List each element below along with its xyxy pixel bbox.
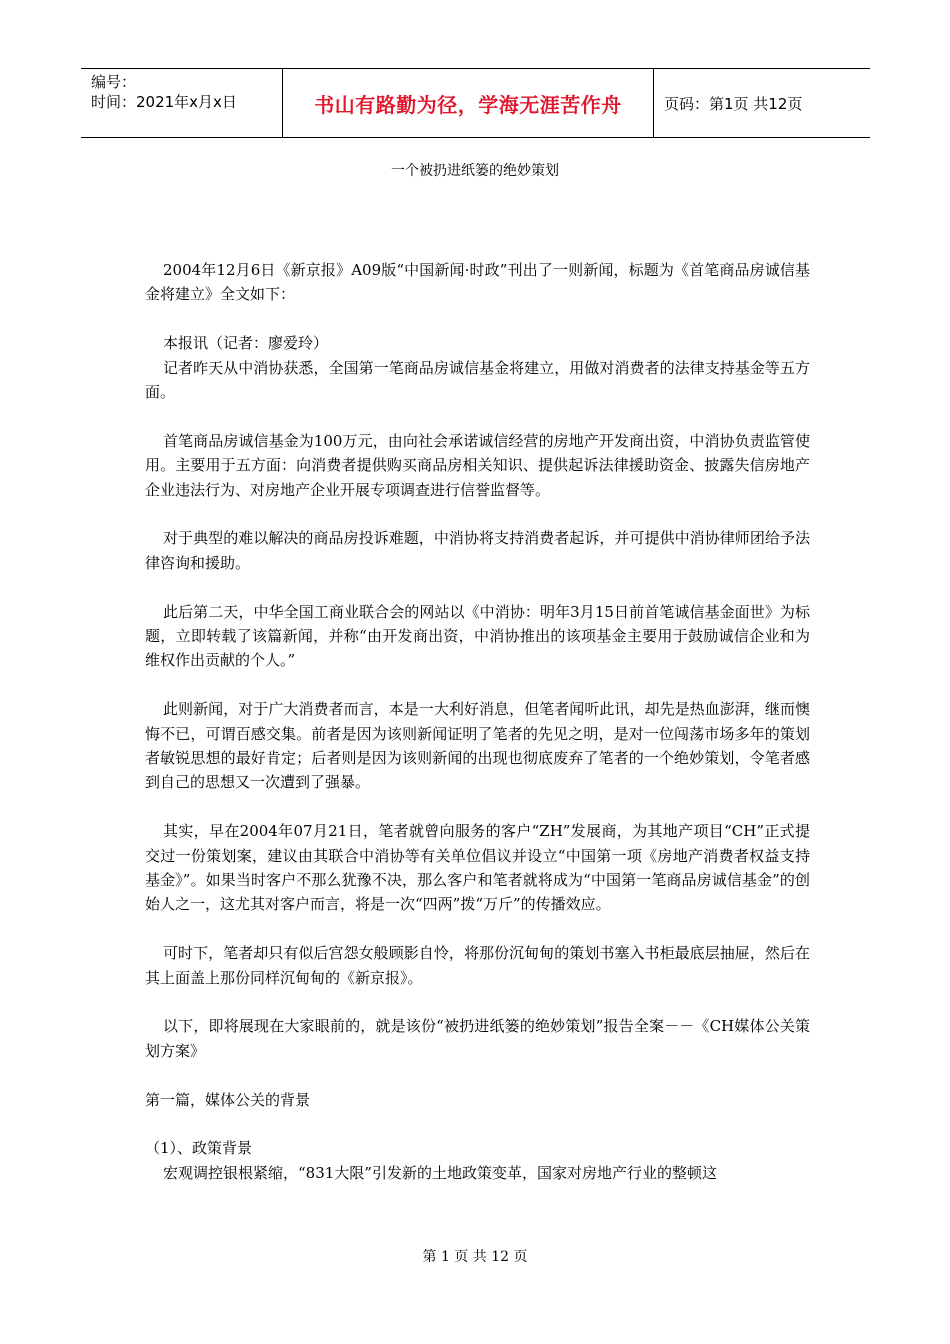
paragraph: 以下，即将展现在大家眼前的，就是该份“被扔进纸篓的绝妙策划”报告全案－－《CH媒体公关策划方案》 bbox=[145, 1017, 810, 1060]
paragraph: 此则新闻，对于广大消费者而言，本是一大利好消息，但笔者闻听此讯，却先是热血澎湃，继而懊悔不已，可谓百感交集。前者是因为该则新闻证明了笔者的先见之明，是对一位闯荡市场多年的策划者敏锐思想的最好肯定；后者则是因为该则新闻的出现也彻底废弃了笔者的一个绝妙策划，令笔者感到自己的思想又一次遭到了强暴。 bbox=[145, 700, 810, 792]
header-motto-cell bbox=[282, 69, 654, 137]
paragraph: 宏观调控银根紧缩，“831大限”引发新的土地政策变革，国家对房地产行业的整顿这 bbox=[163, 1163, 717, 1182]
paragraph: 对于典型的难以解决的商品房投诉难题，中消协将支持消费者起诉，并可提供中消协律师团给予法律咨询和援助。 bbox=[145, 529, 810, 572]
paragraph: 本报讯（记者：廖爱玲） bbox=[163, 334, 329, 353]
motto-text: 书山有路勤为径，学海无涯苦作舟 bbox=[314, 92, 622, 117]
page-header bbox=[81, 68, 870, 138]
page-info-text: 页码：第1页 共12页 bbox=[664, 94, 803, 113]
page-footer: 第 1 页 共 12 页 bbox=[422, 1249, 528, 1265]
time-label: 时间：2021年x月x日 bbox=[91, 93, 237, 111]
paragraph: 可时下，笔者却只有似后宫怨女般顾影自怜，将那份沉甸甸的策划书塞入书柜最底层抽屉，然后在其上面盖上那份同样沉甸甸的《新京报》。 bbox=[145, 944, 810, 987]
header-meta bbox=[81, 69, 282, 137]
header-page-info bbox=[654, 69, 870, 137]
paragraph: 首笔商品房诚信基金为100万元，由向社会承诺诚信经营的房地产开发商出资，中消协负责监管使用。主要用于五方面：向消费者提供购买商品房相关知识、提供起诉法律援助资金、披露失信房地产企业违法行为、对房地产企业开展专项调查进行信誉监督等。 bbox=[145, 431, 810, 499]
subsection-heading: （1）、政策背景 bbox=[145, 1139, 253, 1158]
section-heading: 第一篇，媒体公关的背景 bbox=[145, 1090, 311, 1109]
document-body bbox=[145, 258, 810, 1185]
paragraph: 2004年12月6日《新京报》A09版“中国新闻·时政”刊出了一则新闻，标题为《首笔商品房诚信基金将建立》全文如下： bbox=[145, 261, 810, 304]
paragraph: 此后第二天，中华全国工商业联合会的网站以《中消协：明年3月15日前首笔诚信基金面世》为标题，立即转载了该篇新闻，并称“由开发商出资，中消协推出的该项基金主要用于鼓励诚信企业和为维权作出贡献的个人。” bbox=[145, 602, 810, 670]
document-title: 一个被扔进纸篓的绝妙策划 bbox=[391, 163, 559, 179]
paragraph: 记者昨天从中消协获悉，全国第一笔商品房诚信基金将建立，用做对消费者的法律支持基金等五方面。 bbox=[145, 358, 810, 402]
number-label: 编号： bbox=[91, 73, 137, 91]
paragraph: 其实，早在2004年07月21日，笔者就曾向服务的客户“ZH”发展商，为其地产项目“CH”正式提交过一份策划案，建议由其联合中消协等有关单位倡议并设立“中国第一项《房地产消费者权益支持基金》”。如果当时客户不那么犹豫不决，那么客户和笔者就将成为“中国第一笔商品房诚信基金”的创始人之一，这尤其对客户而言，将是一次“四两”拨“万斤”的传播效应。 bbox=[145, 822, 810, 914]
